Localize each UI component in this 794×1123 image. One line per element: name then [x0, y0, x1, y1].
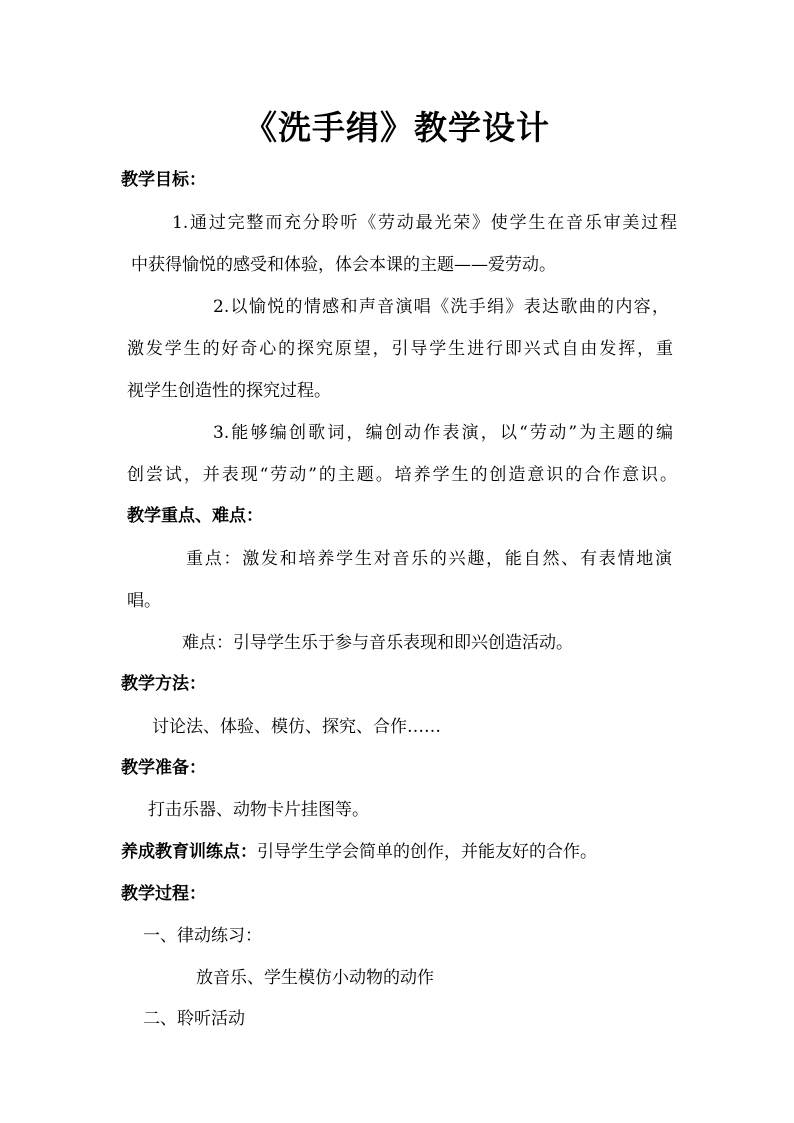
key-point-difficulty: 难点：引导学生乐于参与音乐表现和即兴创造活动。 [182, 633, 573, 653]
key-point-focus-line-2: 唱。 [127, 591, 161, 611]
key-point-focus-line-1: 重点：激发和培养学生对音乐的兴趣，能自然、有表情地演 [186, 549, 672, 569]
key-points-heading: 教学重点、难点： [127, 506, 263, 526]
training-content: 引导学生学会简单的创作，并能友好的合作。 [257, 842, 597, 862]
process-step-2-title: 二、聆听活动 [143, 1009, 245, 1029]
preparation-content: 打击乐器、动物卡片挂图等。 [148, 800, 369, 820]
objective-3-line-1: 3.能够编创歌词，编创动作表演，以“劳动”为主题的编 [213, 423, 673, 443]
process-step-1-content: 放音乐、学生模仿小动物的动作 [196, 968, 434, 988]
objectives-heading: 教学目标： [121, 170, 206, 190]
objective-2-line-3: 视学生创造性的探究过程。 [127, 381, 331, 401]
process-heading: 教学过程： [121, 884, 206, 904]
process-step-1-title: 一、律动练习： [143, 926, 262, 946]
objective-1-line-2: 中获得愉悦的感受和体验，体会本课的主题——爱劳动。 [131, 255, 556, 275]
methods-content: 讨论法、体验、模仿、探究、合作…… [152, 717, 441, 737]
objective-2-line-1: 2.以愉悦的情感和声音演唱《洗手绢》表达歌曲的内容， [213, 297, 669, 317]
preparation-heading: 教学准备： [121, 758, 206, 778]
training-heading: 养成教育训练点： [121, 842, 257, 862]
training-row [121, 841, 597, 863]
objective-2-line-2: 激发学生的好奇心的探究原望，引导学生进行即兴式自由发挥，重 [127, 339, 673, 359]
objective-3-line-2: 创尝试，并表现“劳动”的主题。培养学生的创造意识的合作意识。 [127, 465, 677, 485]
methods-heading: 教学方法： [121, 674, 206, 694]
objective-1-line-1: 1.通过完整而充分聆听《劳动最光荣》使学生在音乐审美过程 [172, 213, 677, 233]
document-title: 《洗手绢》教学设计 [244, 108, 550, 147]
